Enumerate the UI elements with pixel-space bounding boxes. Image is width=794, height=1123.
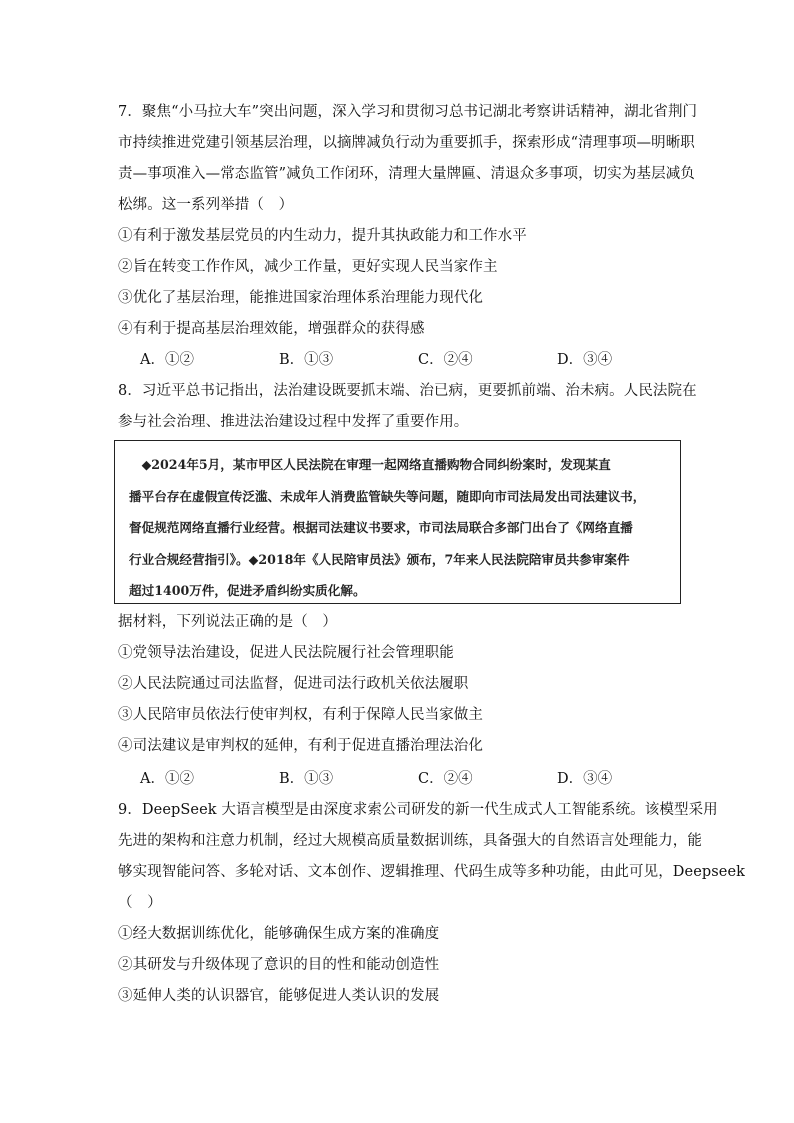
q8-option-c[interactable]: C．②④ xyxy=(418,771,473,787)
q7-option-a[interactable]: A．①② xyxy=(140,352,194,368)
q7-option-c[interactable]: C．②④ xyxy=(418,352,473,368)
material-line-1: ◆2024年5月，某市甲区人民法院在审理一起网络直播购物合同纠纷案时，发现某直 xyxy=(129,457,611,472)
q7-stem-line-3: 责—事项准入—常态监管”减负工作闭环，清理大量牌匾、清退众多事项，切实为基层减负 xyxy=(118,166,695,182)
q9-stem-line-2: 先进的架构和注意力机制，经过大规模高质量数据训练，具备强大的自然语言处理能力，能 xyxy=(118,833,702,849)
q7-option-b[interactable]: B．①③ xyxy=(279,352,334,368)
q7-item-3: ③优化了基层治理，能推进国家治理体系治理能力现代化 xyxy=(118,290,483,306)
q8-option-d[interactable]: D．③④ xyxy=(557,771,613,787)
q8-stem-line-2: 参与社会治理、推进法治建设过程中发挥了重要作用。 xyxy=(118,414,469,430)
q7-option-d[interactable]: D．③④ xyxy=(557,352,613,368)
q7-item-2: ②旨在转变工作作风，减少工作量，更好实现人民当家作主 xyxy=(118,259,498,275)
question-9 xyxy=(118,795,746,1012)
q9-item-3: ③延伸人类的认识器官，能够促进人类认识的发展 xyxy=(118,988,440,1004)
q8-option-a[interactable]: A．①② xyxy=(140,771,194,787)
q7-stem-line-4: 松绑。这一系列举措（ ） xyxy=(118,197,294,213)
q7-options xyxy=(140,345,696,376)
q8-material-box xyxy=(114,440,681,604)
q8-stem-line-1: 8．习近平总书记指出，法治建设既要抓末端、治已病，更要抓前端、治未病。人民法院在 xyxy=(118,383,697,399)
q8-options xyxy=(140,764,696,795)
q9-stem-line-4: （ ） xyxy=(118,895,162,911)
q7-item-1: ①有利于激发基层党员的内生动力，提升其执政能力和工作水平 xyxy=(118,228,527,244)
q9-item-1: ①经大数据训练优化，能够确保生成方案的准确度 xyxy=(118,926,440,942)
q8-item-4: ④司法建议是审判权的延伸，有利于促进直播治理法治化 xyxy=(118,738,483,754)
material-line-3: 督促规范网络直播行业经营。根据司法建议书要求，市司法局联合多部门出台了《网络直播 xyxy=(129,520,633,535)
q9-item-2: ②其研发与升级体现了意识的目的性和能动创造性 xyxy=(118,957,440,973)
q8-item-3: ③人民陪审员依法行使审判权，有利于保障人民当家做主 xyxy=(118,707,483,723)
q8-item-2: ②人民法院通过司法监督，促进司法行政机关依法履职 xyxy=(118,676,469,692)
q8-option-b[interactable]: B．①③ xyxy=(279,771,334,787)
q9-stem-line-1: 9．DeepSeek 大语言模型是由深度求索公司研发的新一代生成式人工智能系统。该模型采用 xyxy=(118,802,718,818)
question-8 xyxy=(118,376,697,438)
q8-item-1: ①党领导法治建设，促进人民法院履行社会管理职能 xyxy=(118,645,454,661)
material-line-4: 行业合规经营指引》。◆2018年《人民陪审员法》颁布，7年来人民法院陪审员共参审案件 xyxy=(129,551,630,567)
q8-stem-question: 据材料，下列说法正确的是（ ） xyxy=(118,614,337,630)
q7-stem-line-2: 市持续推进党建引领基层治理，以摘牌减负行动为重要抓手，探索形成“清理事项—明晰职 xyxy=(118,135,695,151)
material-line-2: 播平台存在虚假宣传泛滥、未成年人消费监管缺失等问题，随即向市司法局发出司法建议书， xyxy=(129,488,646,504)
q7-item-4: ④有利于提高基层治理效能，增强群众的获得感 xyxy=(118,321,425,337)
q7-stem-line-1: 7．聚焦“小马拉大车”突出问题，深入学习和贯彻习总书记湖北考察讲话精神，湖北省荆门 xyxy=(118,104,698,120)
question-8-continued xyxy=(118,607,678,762)
question-7 xyxy=(118,97,698,345)
q9-stem-line-3: 够实现智能问答、多轮对话、文本创作、逻辑推理、代码生成等多种功能，由此可见，Deepseek xyxy=(118,864,746,880)
material-line-5: 超过1400万件，促进矛盾纠纷实质化解。 xyxy=(129,583,366,598)
